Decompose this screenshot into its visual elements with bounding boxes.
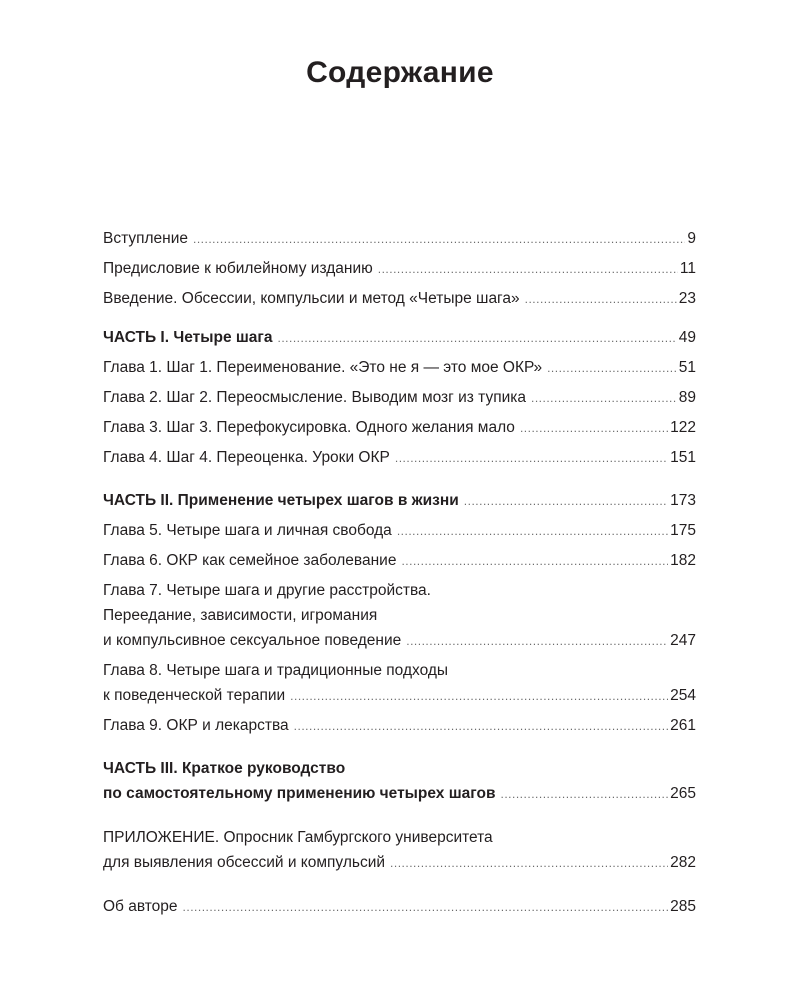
page-number: 49 xyxy=(678,329,696,346)
dot-leader xyxy=(397,519,668,544)
toc-chapter-4[interactable] xyxy=(103,445,696,471)
toc-chapter-8[interactable] xyxy=(103,658,696,709)
toc-chapter-1[interactable] xyxy=(103,355,696,381)
toc-chapter-2[interactable] xyxy=(103,385,696,411)
dot-leader xyxy=(290,684,668,709)
toc-entry-introduction-method[interactable] xyxy=(103,286,696,312)
dot-leader xyxy=(520,416,668,441)
toc-chapter-5[interactable] xyxy=(103,518,696,544)
toc-entry-title-line: Глава 8. Четыре шага и традиционные подходы xyxy=(103,662,449,679)
toc-part-1[interactable] xyxy=(103,325,696,351)
toc-entry-anniversary-preface[interactable] xyxy=(103,256,696,282)
page-number: 261 xyxy=(670,717,696,734)
toc-entry-title: к поведенческой терапии xyxy=(103,687,286,704)
toc-entry-title: Глава 1. Шаг 1. Переименование. «Это не я — это мое ОКР» xyxy=(103,359,543,376)
toc-entry-title: Об авторе xyxy=(103,898,178,915)
toc-entry-title: Глава 9. ОКР и лекарства xyxy=(103,717,289,734)
toc-entry-title: по самостоятельному применению четырех шагов xyxy=(103,785,496,802)
dot-leader xyxy=(501,782,669,807)
toc-entry-title: ЧАСТЬ II. Применение четырех шагов в жизни xyxy=(103,492,459,509)
toc-entry-title: Вступление xyxy=(103,230,189,247)
page-number: 122 xyxy=(670,419,696,436)
dot-leader xyxy=(390,851,668,876)
page-number: 254 xyxy=(670,687,696,704)
toc-chapter-9[interactable] xyxy=(103,713,696,739)
table-of-contents xyxy=(103,226,696,920)
toc-entry-title: Глава 3. Шаг 3. Перефокусировка. Одного желания мало xyxy=(103,419,515,436)
dot-leader xyxy=(525,287,677,312)
toc-entry-title: Предисловие к юбилейному изданию xyxy=(103,260,373,277)
toc-entry-title-line: ЧАСТЬ III. Краткое руководство xyxy=(103,760,346,777)
toc-part-2[interactable] xyxy=(103,488,696,514)
toc-entry-title: ЧАСТЬ I. Четыре шага xyxy=(103,329,273,346)
toc-entry-title: Глава 5. Четыре шага и личная свобода xyxy=(103,522,392,539)
page-number: 11 xyxy=(679,260,696,277)
dot-leader xyxy=(464,489,668,514)
page-number: 282 xyxy=(670,854,696,871)
dot-leader xyxy=(294,714,668,739)
dot-leader xyxy=(395,446,668,471)
toc-entry-title: Глава 2. Шаг 2. Переосмысление. Выводим мозг из тупика xyxy=(103,389,527,406)
dot-leader xyxy=(378,257,678,282)
toc-entry-title: Глава 4. Шаг 4. Переоценка. Уроки ОКР xyxy=(103,449,390,466)
dot-leader xyxy=(183,895,669,920)
page-number: 182 xyxy=(670,552,696,569)
toc-about-author[interactable] xyxy=(103,894,696,920)
toc-part-3[interactable] xyxy=(103,756,696,807)
toc-entry-title-line: ПРИЛОЖЕНИЕ. Опросник Гамбургского университета xyxy=(103,829,493,846)
page-number: 285 xyxy=(670,898,696,915)
page-number: 9 xyxy=(687,230,696,247)
toc-chapter-7[interactable] xyxy=(103,578,696,654)
page-title: Содержание xyxy=(306,56,494,89)
page-number: 265 xyxy=(670,785,696,802)
dot-leader xyxy=(531,386,677,411)
toc-entry-title-line: Переедание, зависимости, игромания xyxy=(103,607,378,624)
toc-entry-title: и компульсивное сексуальное поведение xyxy=(103,632,402,649)
page-number: 89 xyxy=(678,389,696,406)
page-number: 175 xyxy=(670,522,696,539)
toc-entry-introduction[interactable] xyxy=(103,226,696,252)
toc-entry-title: Глава 6. ОКР как семейное заболевание xyxy=(103,552,397,569)
toc-entry-title: Введение. Обсессии, компульсии и метод «Четыре шага» xyxy=(103,290,520,307)
page-number: 151 xyxy=(670,449,696,466)
toc-chapter-6[interactable] xyxy=(103,548,696,574)
dot-leader xyxy=(401,549,668,574)
toc-chapter-3[interactable] xyxy=(103,415,696,441)
toc-appendix[interactable] xyxy=(103,825,696,876)
dot-leader xyxy=(193,227,685,252)
dot-leader xyxy=(547,356,677,381)
dot-leader xyxy=(278,326,677,351)
toc-entry-title-line: Глава 7. Четыре шага и другие расстройства. xyxy=(103,582,431,599)
page-number: 247 xyxy=(670,632,696,649)
page-number: 23 xyxy=(678,290,696,307)
page-number: 173 xyxy=(670,492,696,509)
toc-entry-title: для выявления обсессий и компульсий xyxy=(103,854,386,871)
page-number: 51 xyxy=(678,359,696,376)
dot-leader xyxy=(406,629,668,654)
